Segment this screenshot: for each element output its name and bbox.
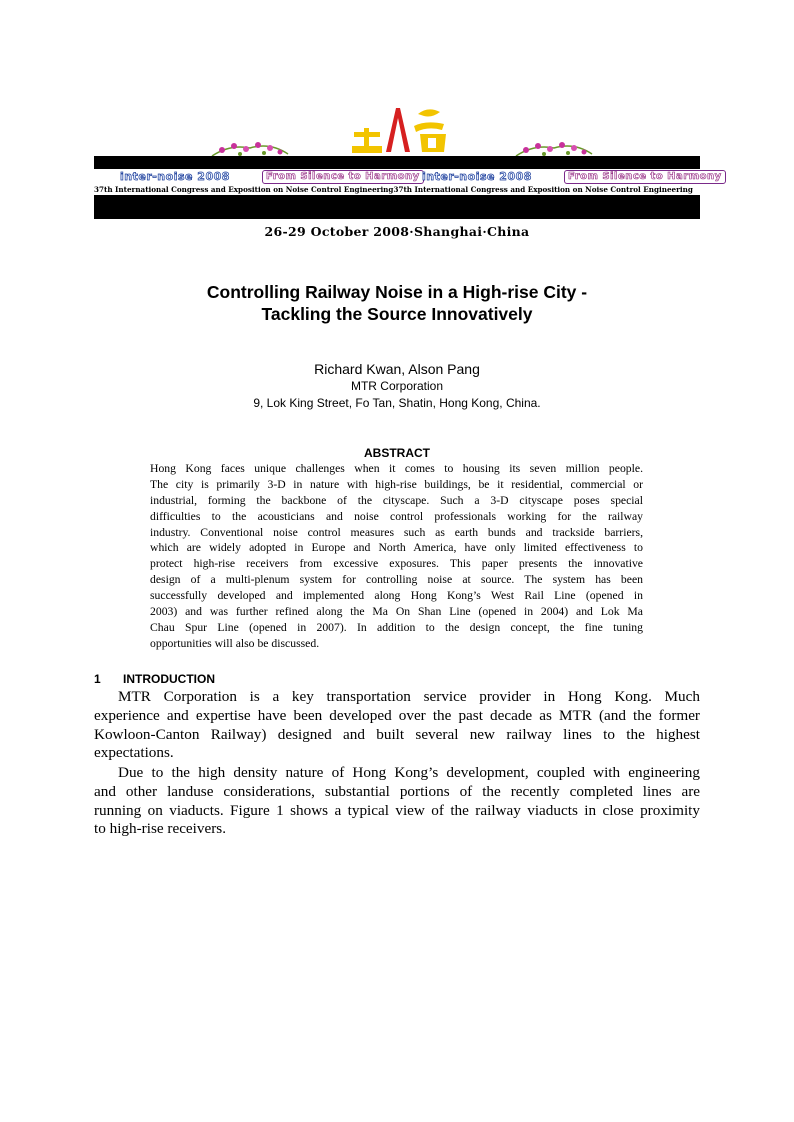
body-line: Kowloon-Canton Railway) designed and built several new railway lines to the highest: [94, 725, 700, 743]
body-line: running on viaducts. Figure 1 shows a typical view of the railway viaducts in close proximity: [94, 801, 700, 819]
body-line: MTR Corporation is a key transportation service provider in Hong Kong. Much: [118, 688, 700, 705]
intro-paragraph-2: [94, 764, 700, 839]
title-line: Controlling Railway Noise in a High-rise City -: [206, 282, 588, 302]
brand-name: inter-noise 2008: [120, 170, 230, 183]
body-line: Due to the high density nature of Hong Kong’s development, coupled with engineering: [118, 764, 700, 781]
abstract-line: 2003) and was further refined along the Ma On Shan Line (opened in 2004) and Lok Ma: [150, 605, 643, 619]
congress-line: 37th International Congress and Exposition on Noise Control Engineering: [94, 185, 394, 194]
intro-paragraph-1: [94, 688, 700, 763]
body-line: experience and expertise have been developed over the past decade as MTR (and the former: [94, 706, 700, 724]
section-heading: [94, 672, 215, 687]
conference-banner: [94, 100, 722, 240]
abstract-line: successfully developed and implemented along Hong Kong’s West Rail Line (opened in: [150, 589, 643, 603]
affiliation: MTR Corporation: [350, 379, 444, 393]
abstract-body: [150, 461, 643, 652]
section-number: 1: [94, 672, 101, 686]
body-line: expectations.: [94, 744, 174, 762]
abstract-line: which are widely adopted in Europe and North America, have only limited effectiveness to: [150, 541, 643, 555]
abstract-line: Chau Spur Line (opened in 2007). In addition to the design concept, the fine tuning: [150, 620, 643, 634]
abstract-line: The city is primarily 3-D in nature with high-rise buildings, be it residential, commercial or: [150, 477, 643, 491]
authors: Richard Kwan, Alson Pang: [314, 361, 480, 377]
title-line: Tackling the Source Innovatively: [261, 304, 533, 324]
section-title: INTRODUCTION: [123, 672, 215, 686]
paper-title: [94, 281, 700, 325]
abstract-line: opportunities will also be discussed.: [150, 636, 320, 650]
congress-line-row: [94, 185, 700, 195]
abstract-line: industry. Conventional noise control measures such as earth bunds and trackside barriers,: [150, 525, 643, 539]
banner-brand-row: [94, 170, 722, 186]
abstract-line: industrial, forming the backbone of the cityscape. Such a 3-D cityscape poses special: [150, 493, 643, 507]
brand-motto: From Silence to Harmony: [262, 170, 424, 184]
shanghai-logo-icon: [348, 104, 458, 158]
abstract-line: design of a multi-plenum system for controlling noise at source. The system has been: [150, 573, 643, 587]
body-line: and other landuse considerations, substantial portions of the recently completed lines are: [94, 782, 700, 800]
abstract-line: protect high-rise receivers from excessive exposures. This paper presents the innovative: [150, 557, 643, 571]
conference-dates: 26-29 October 2008·Shanghai·China: [264, 224, 530, 239]
congress-line: 37th International Congress and Exposition on Noise Control Engineering: [393, 185, 693, 194]
brand-motto: From Silence to Harmony: [564, 170, 726, 184]
body-line: to high-rise receivers.: [94, 820, 226, 838]
abstract-heading: ABSTRACT: [364, 446, 430, 460]
address: 9, Lok King Street, Fo Tan, Shatin, Hong Kong, China.: [253, 396, 541, 410]
abstract-line: difficulties to the acousticians and noise control professionals working for the railway: [150, 509, 643, 523]
abstract-line: Hong Kong faces unique challenges when it comes to housing its seven million people.: [150, 462, 643, 475]
banner-bar-bottom: [94, 195, 700, 219]
banner-bar-top: [94, 156, 700, 169]
brand-name: inter-noise 2008: [422, 170, 532, 183]
